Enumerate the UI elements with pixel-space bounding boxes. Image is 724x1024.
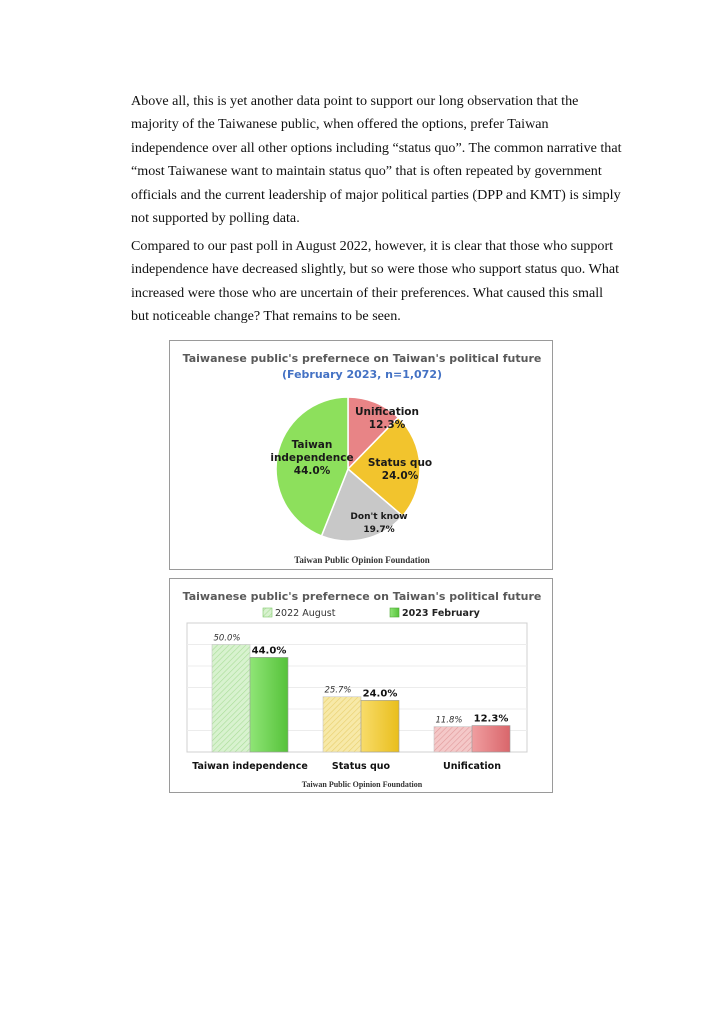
body-paragraph-1: Above all, this is yet another data point to support our long observation that the majority of the Taiwanese public, when offered the options, prefer Taiwan independence over all other options including “status quo”. The common narrative that “most Taiwanese want to maintain status quo” that is often repeated by government officials and the current leadership of major political parties (DPP and KMT) is simply not supported by polling data. [131, 93, 622, 227]
pie-chart [170, 341, 554, 571]
legend-label-2023: 2023 February [402, 608, 480, 619]
bar-unification-2022-august [434, 727, 472, 752]
pie-label-unification: Unification [355, 406, 419, 418]
bar-chart-title: Taiwanese public's prefernece on Taiwan's political future [182, 590, 542, 603]
data-label-taiwan-independence-2023-february: 44.0% [251, 645, 287, 657]
bar-status-quo-2023-february [361, 700, 399, 752]
pie-label-don-t-know: Don't know [350, 512, 408, 522]
pie-chart-subtitle: (February 2023, n=1,072) [281, 368, 443, 381]
bar-taiwan-independence-2022-august [212, 645, 250, 753]
category-label-unification: Unification [443, 761, 501, 772]
bar-taiwan-independence-2023-february [250, 657, 288, 752]
category-label-status-quo: Status quo [331, 761, 391, 772]
legend-swatch-2022 [263, 608, 272, 617]
category-label-taiwan-independence: Taiwan independence [192, 761, 308, 772]
pie-chart-title: Taiwanese public's prefernece on Taiwan's political future [182, 352, 542, 365]
legend-swatch-2023 [390, 608, 399, 617]
body-paragraph-2: Compared to our past poll in August 2022, however, it is clear that those who support independence have decreased slightly, but so were those who support status quo. What increased were those who are uncertain of their preferences. What caused this small but noticeable change? That remains to be seen. [131, 238, 620, 325]
data-label-status-quo-2023-february: 24.0% [362, 688, 398, 700]
pie-value-taiwan-independence: 44.0% [293, 465, 331, 477]
pie-chart-source: Taiwan Public Opinion Foundation [294, 555, 430, 565]
bar-chart [170, 579, 554, 794]
pie-label-taiwan-independence-line-1: Taiwan [291, 439, 333, 451]
data-label-unification-2022-august: 11.8% [435, 715, 463, 726]
data-label-unification-2023-february: 12.3% [473, 713, 509, 725]
pie-label-status-quo: Status quo [367, 457, 433, 469]
pie-value-unification: 12.3% [368, 419, 406, 431]
bar-chart-figure [169, 578, 553, 793]
pie-chart-figure [169, 340, 553, 570]
data-label-taiwan-independence-2022-august: 50.0% [213, 633, 241, 644]
bar-status-quo-2022-august [323, 697, 361, 752]
bar-chart-source: Taiwan Public Opinion Foundation [301, 780, 423, 789]
bar-unification-2023-february [472, 726, 510, 752]
data-label-status-quo-2022-august: 25.7% [324, 685, 352, 696]
pie-label-taiwan-independence-line-2: independence [270, 452, 354, 464]
pie-value-status-quo: 24.0% [381, 470, 419, 482]
legend-label-2022: 2022 August [275, 608, 336, 619]
pie-value-don-t-know: 19.7% [363, 525, 395, 535]
